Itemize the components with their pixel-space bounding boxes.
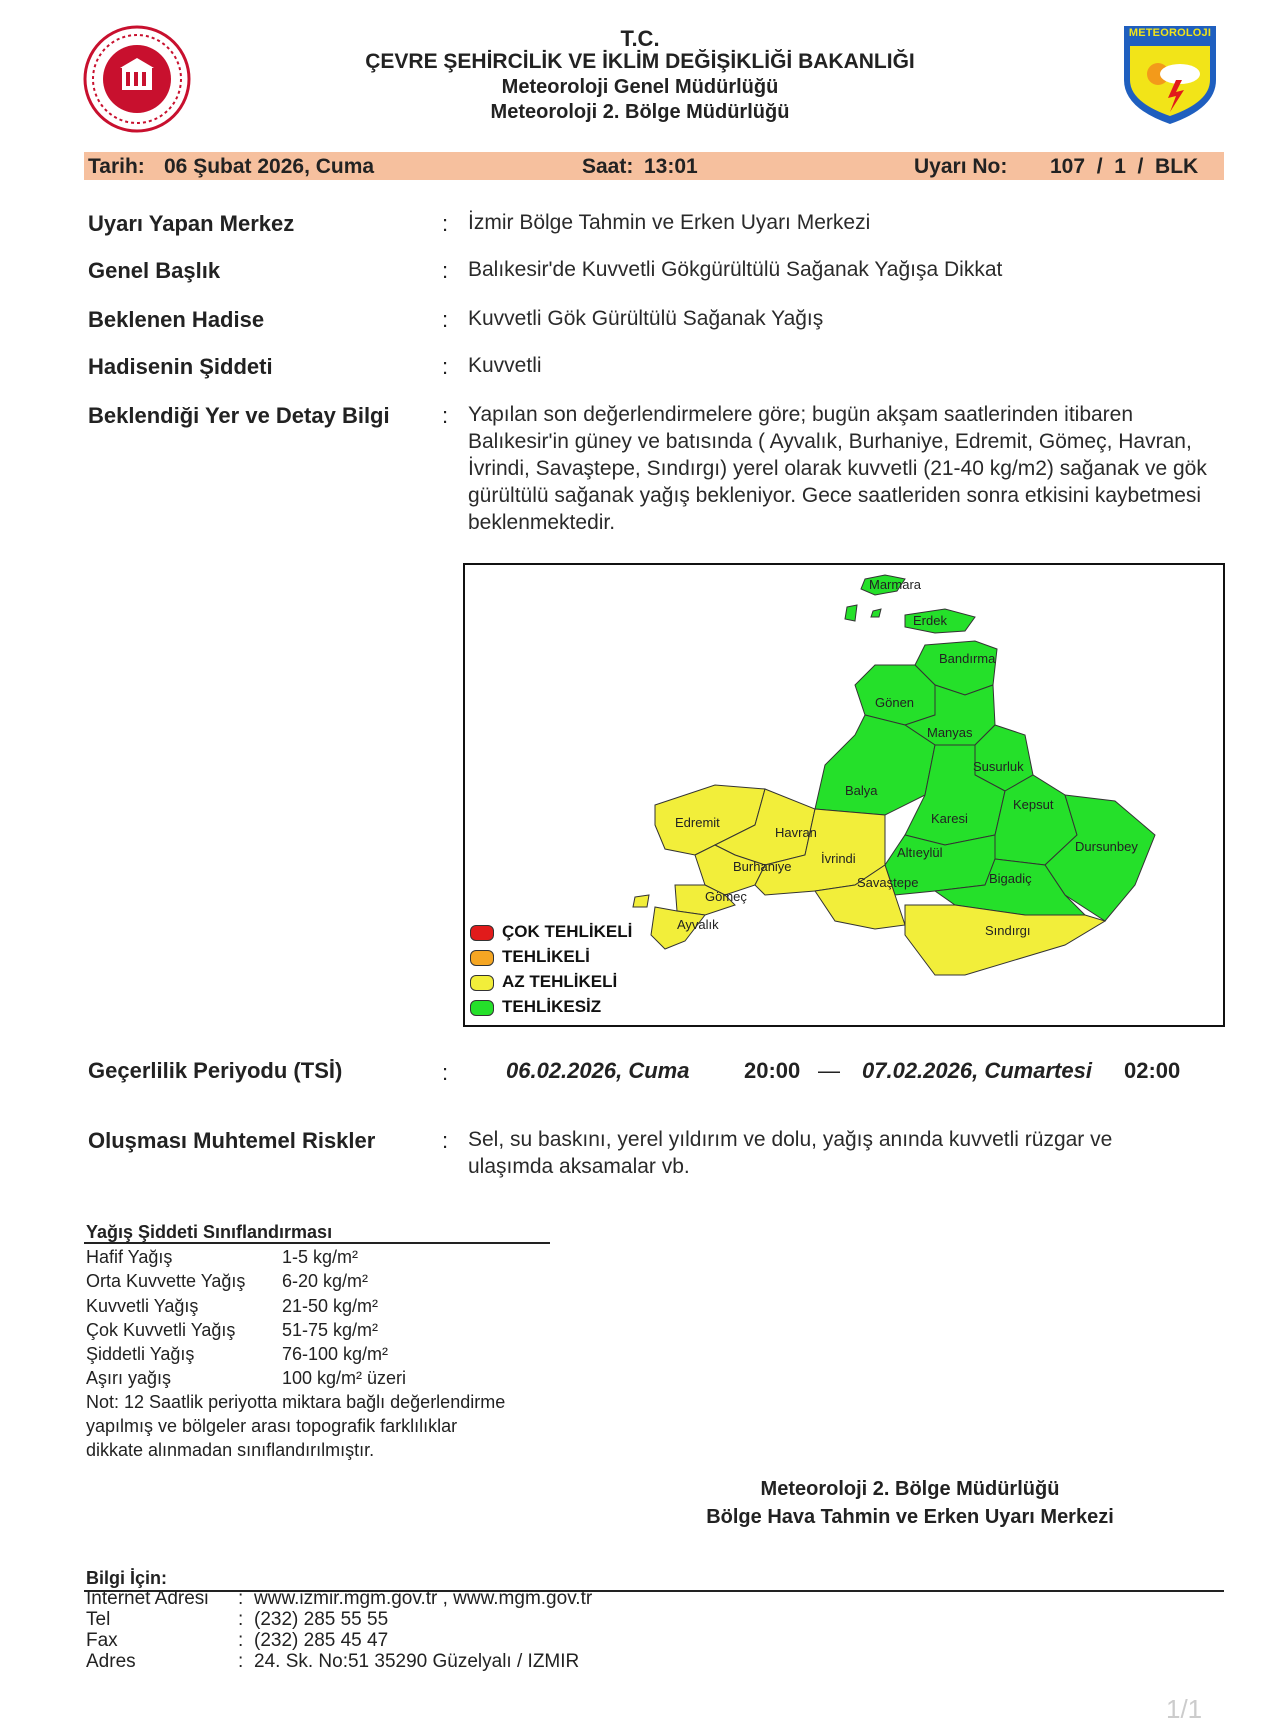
field-value-severity: Kuvvetli: [468, 354, 542, 377]
period-start-date: 06.02.2026, Cuma: [506, 1058, 690, 1083]
header-regional-directorate: Meteoroloji 2. Bölge Müdürlüğü: [490, 101, 790, 123]
class-range: 100 kg/m² üzeri: [282, 1368, 407, 1388]
label-burhaniye: Burhaniye: [733, 859, 792, 874]
field-colon: :: [442, 354, 449, 379]
label-susurluk: Susurluk: [973, 759, 1024, 774]
legend-swatch-green: [470, 1000, 494, 1016]
label-bandirma: Bandırma: [939, 651, 996, 666]
legend-swatch-red: [470, 925, 494, 941]
label-ayvalik: Ayvalık: [677, 917, 719, 932]
contact-website-link[interactable]: www.izmir.mgm.gov.tr , www.mgm.gov.tr: [254, 1588, 593, 1609]
legend-label: TEHLİKESİZ: [502, 997, 602, 1016]
legend-item-tehlikesiz: [470, 997, 601, 1019]
label-edremit: Edremit: [675, 815, 720, 830]
district-ayvalik-islet: [633, 895, 649, 907]
legend-item-tehlikeli: [470, 947, 590, 969]
label-bigadic: Bigadiç: [989, 871, 1032, 886]
classification-underline: [84, 1242, 550, 1244]
label-gonen: Gönen: [875, 695, 915, 710]
label-balya: Balya: [845, 783, 878, 798]
classification-note: Not: 12 Saatlik periyotta miktara bağlı değerlendirme: [86, 1392, 506, 1412]
district-marmara-islet: [845, 605, 857, 621]
signature-directorate: Meteoroloji 2. Bölge Müdürlüğü: [760, 1478, 1060, 1500]
label-marmara: Marmara: [869, 577, 922, 592]
field-colon: :: [238, 1651, 244, 1672]
class-range: 1-5 kg/m²: [282, 1247, 359, 1267]
legend-label: TEHLİKELİ: [502, 947, 590, 966]
district-marmara-islet-2: [871, 609, 881, 617]
legend-swatch-orange: [470, 950, 494, 966]
field-colon: :: [238, 1588, 244, 1609]
label-dursunbey: Dursunbey: [1075, 839, 1138, 854]
header-general-directorate: Meteoroloji Genel Müdürlüğü: [501, 76, 779, 98]
label-karesi: Karesi: [931, 811, 968, 826]
field-colon: :: [442, 403, 449, 428]
classification-note: dikkate alınmadan sınıflandırılmıştır.: [86, 1440, 375, 1460]
field-colon: :: [442, 1060, 449, 1085]
period-start-time: 20:00: [744, 1058, 801, 1083]
classification-note: yapılmış ve bölgeler arası topografik farklılıklar: [86, 1416, 458, 1436]
contact-title: Bilgi İçin:: [86, 1568, 167, 1588]
time-value: 13:01: [644, 155, 698, 178]
header-ministry: ÇEVRE ŞEHİRCİLİK VE İKLİM DEĞİŞİKLİĞİ BAKANLIĞI: [365, 50, 915, 73]
legend-swatch-yellow: [470, 975, 494, 991]
class-range: 51-75 kg/m²: [282, 1320, 379, 1340]
field-colon: :: [442, 211, 449, 236]
field-value-center: İzmir Bölge Tahmin ve Erken Uyarı Merkezi: [468, 211, 871, 234]
contact-key: Adres: [86, 1651, 136, 1672]
field-label-title: Genel Başlık: [88, 258, 221, 283]
legend-item-az-tehlikeli: [470, 972, 617, 994]
field-value-event: Kuvvetli Gök Gürültülü Sağanak Yağış: [468, 307, 824, 330]
field-label-severity: Hadisenin Şiddeti: [88, 354, 273, 379]
label-sindirgi: Sındırgı: [985, 923, 1031, 938]
field-label-event: Beklenen Hadise: [88, 307, 265, 332]
meteoroloji-logo-text: METEOROLOJI: [1128, 27, 1212, 39]
legend-label: AZ TEHLİKELİ: [502, 972, 618, 991]
class-name: Şiddetli Yağış: [86, 1344, 195, 1364]
class-range: 21-50 kg/m²: [282, 1296, 379, 1316]
warning-number-value: 107 / 1 / BLK: [1050, 155, 1199, 178]
class-name: Orta Kuvvette Yağış: [86, 1271, 246, 1291]
contact-key: Internet Adresi: [86, 1588, 209, 1609]
label-kepsut: Kepsut: [1013, 797, 1054, 812]
label-ivrindi: İvrindi: [821, 851, 856, 866]
info-bar: [84, 152, 1224, 180]
label-gomec: Gömeç: [705, 889, 747, 904]
label-havran: Havran: [775, 825, 817, 840]
field-colon: :: [238, 1609, 244, 1630]
field-value-detail: Yapılan son değerlendirmelere göre; bugün akşam saatlerinden itibaren Balıkesir'in güney ve batısında ( Ayvalık, Burhaniye, Edremit, Gömeç, Havran, İvrindi, Savaştepe, Sındırgı) yerel olarak kuvvetli (21-40 kg/m2) sağanak ve gök gürültülü sağanak yağış bekleniyor. Gece saatleriden sonra etkisini kaybetmesi beklenmektedir.: [468, 403, 1207, 534]
risks-value: Sel, su baskını, yerel yıldırım ve dolu, yağış anında kuvvetli rüzgar ve ulaşımda aksamalar vb.: [468, 1128, 1113, 1178]
class-name: Hafif Yağış: [86, 1247, 173, 1267]
class-range: 76-100 kg/m²: [282, 1344, 389, 1364]
class-name: Aşırı yağış: [86, 1368, 172, 1388]
field-label-center: Uyarı Yapan Merkez: [88, 211, 295, 236]
date-value: 06 Şubat 2026, Cuma: [164, 155, 375, 178]
class-name: Çok Kuvvetli Yağış: [86, 1320, 236, 1340]
signature-center: Bölge Hava Tahmin ve Erken Uyarı Merkezi: [706, 1506, 1114, 1528]
district-sindirgi: [905, 905, 1105, 975]
label-erdek: Erdek: [913, 613, 947, 628]
period-label: Geçerlilik Periyodu (TSİ): [88, 1058, 343, 1083]
classification-title: Yağış Şiddeti Sınıflandırması: [86, 1222, 333, 1242]
label-altieylul: Altıeylül: [897, 845, 943, 860]
contact-fax: (232) 285 45 47: [254, 1630, 389, 1651]
time-label: Saat:: [582, 155, 634, 178]
field-label-detail: Beklendiği Yer ve Detay Bilgi: [88, 403, 390, 428]
period-end-time: 02:00: [1124, 1058, 1181, 1083]
contact-address: 24. Sk. No:51 35290 Güzelyalı / IZMIR: [254, 1651, 580, 1672]
contact-key: Fax: [86, 1630, 118, 1651]
warning-number-label: Uyarı No:: [914, 155, 1008, 178]
header-line-tc: T.C.: [620, 26, 660, 51]
period-end-date: 07.02.2026, Cumartesi: [862, 1058, 1092, 1083]
field-colon: :: [442, 258, 449, 283]
legend-item-cok-tehlikeli: [470, 922, 632, 944]
label-savastepe: Savaştepe: [857, 875, 919, 890]
class-name: Kuvvetli Yağış: [86, 1296, 199, 1316]
contact-phone: (232) 285 55 55: [254, 1609, 389, 1630]
field-colon: :: [442, 1128, 449, 1153]
class-range: 6-20 kg/m²: [282, 1271, 369, 1291]
date-label: Tarih:: [88, 155, 145, 178]
field-colon: :: [442, 307, 449, 332]
risks-label: Oluşması Muhtemel Riskler: [88, 1128, 376, 1153]
legend-label: ÇOK TEHLİKELİ: [502, 922, 633, 941]
meteoroloji-logo: [1120, 22, 1220, 126]
page-number: 1/1: [1166, 1694, 1203, 1724]
field-colon: :: [238, 1630, 244, 1651]
contact-key: Tel: [86, 1609, 111, 1630]
label-manyas: Manyas: [927, 725, 973, 740]
period-dash: —: [818, 1058, 840, 1083]
field-value-title: Balıkesir'de Kuvvetli Gökgürültülü Sağanak Yağışa Dikkat: [468, 258, 1003, 281]
